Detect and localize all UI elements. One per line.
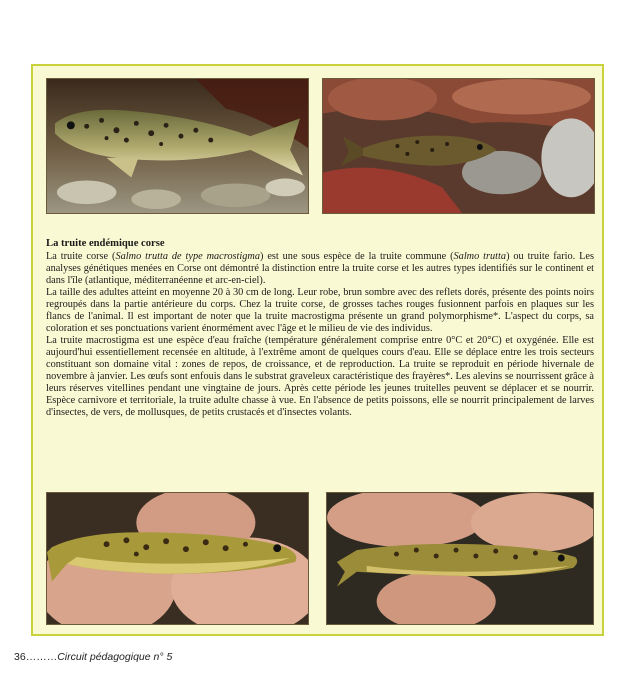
- paragraph-intro: [46, 251, 594, 287]
- paragraph-description: La taille des adultes atteint en moyenne 20 à 30 cm de long. Leur robe, brun sombre avec des reflets dorés, présente des points noirs regroupés dans la partie antérieure du corps. Chez la truite corse, de grosses taches rouges fusionnent parfois en plaques sur les flancs de l'animal. Il est important de noter que la truite macrostigma présente un grand polymorphisme*. L'aspect du corps, sa coloration et ses ponctuations varient énormément avec l'âge et le milieu de vie des individus.: [46, 286, 594, 334]
- page-number: 36: [14, 651, 26, 663]
- text-fragment: ) est une sous espèce de la truite commune (: [259, 250, 454, 262]
- trout-in-hands-photo-1: [46, 492, 309, 625]
- scientific-name: Salmo trutta de type macrostigma: [115, 250, 260, 262]
- trout-in-hands-photo-2: [326, 492, 594, 625]
- text-fragment: ) ou truite fario. Les analyses génétiques menées en Corse ont démontré la distinction entre la truite corse et les autres types identifiés sur le continent et dans l'île (atlantique, méditerranéenne et arc-en-ciel).: [46, 250, 595, 286]
- footer-title: Circuit pédagogique n° 5: [57, 651, 173, 663]
- trout-underwater-photo-2: [322, 78, 595, 214]
- trout-underwater-photo-1: [46, 78, 309, 214]
- content-frame: [31, 64, 604, 636]
- text-fragment: La truite corse (: [46, 250, 116, 262]
- footer-dots: ………: [25, 651, 58, 663]
- paragraph-ecology: La truite macrostigma est une espèce d'eau fraîche (température généralement comprise entre 0°C et 20°C) et oxygénée. Elle est aujourd'hui essentiellement recensée en altitude, à l'extrême amont de quelques cours d'eau. Elle se déplace entre les trois secteurs constituant son domaine vital : zones de repos, de croissance, et de reproduction. La truite se reproduit en période hivernale de novembre à janvier. Les œufs sont enfouis dans le substrat graveleux caractéristique des frayères*. Les alevins se nourrissent grâce à leurs réserves vitellines pendant une vingtaine de jours. Après cette période les jeunes truitelles peuvent se déplacer et se nourrir. Espèce carnivore et territoriale, la truite adulte chasse à vue. En l'absence de petits poissons, elle se nourrit principalement de larves d'insectes, de vers, de mollusques, de petits crustacés et d'insectes volants.: [46, 334, 594, 419]
- scientific-name: Salmo trutta: [453, 250, 507, 262]
- article-heading: La truite endémique corse: [46, 238, 165, 249]
- page-footer: [14, 651, 172, 663]
- article-text: [46, 238, 594, 419]
